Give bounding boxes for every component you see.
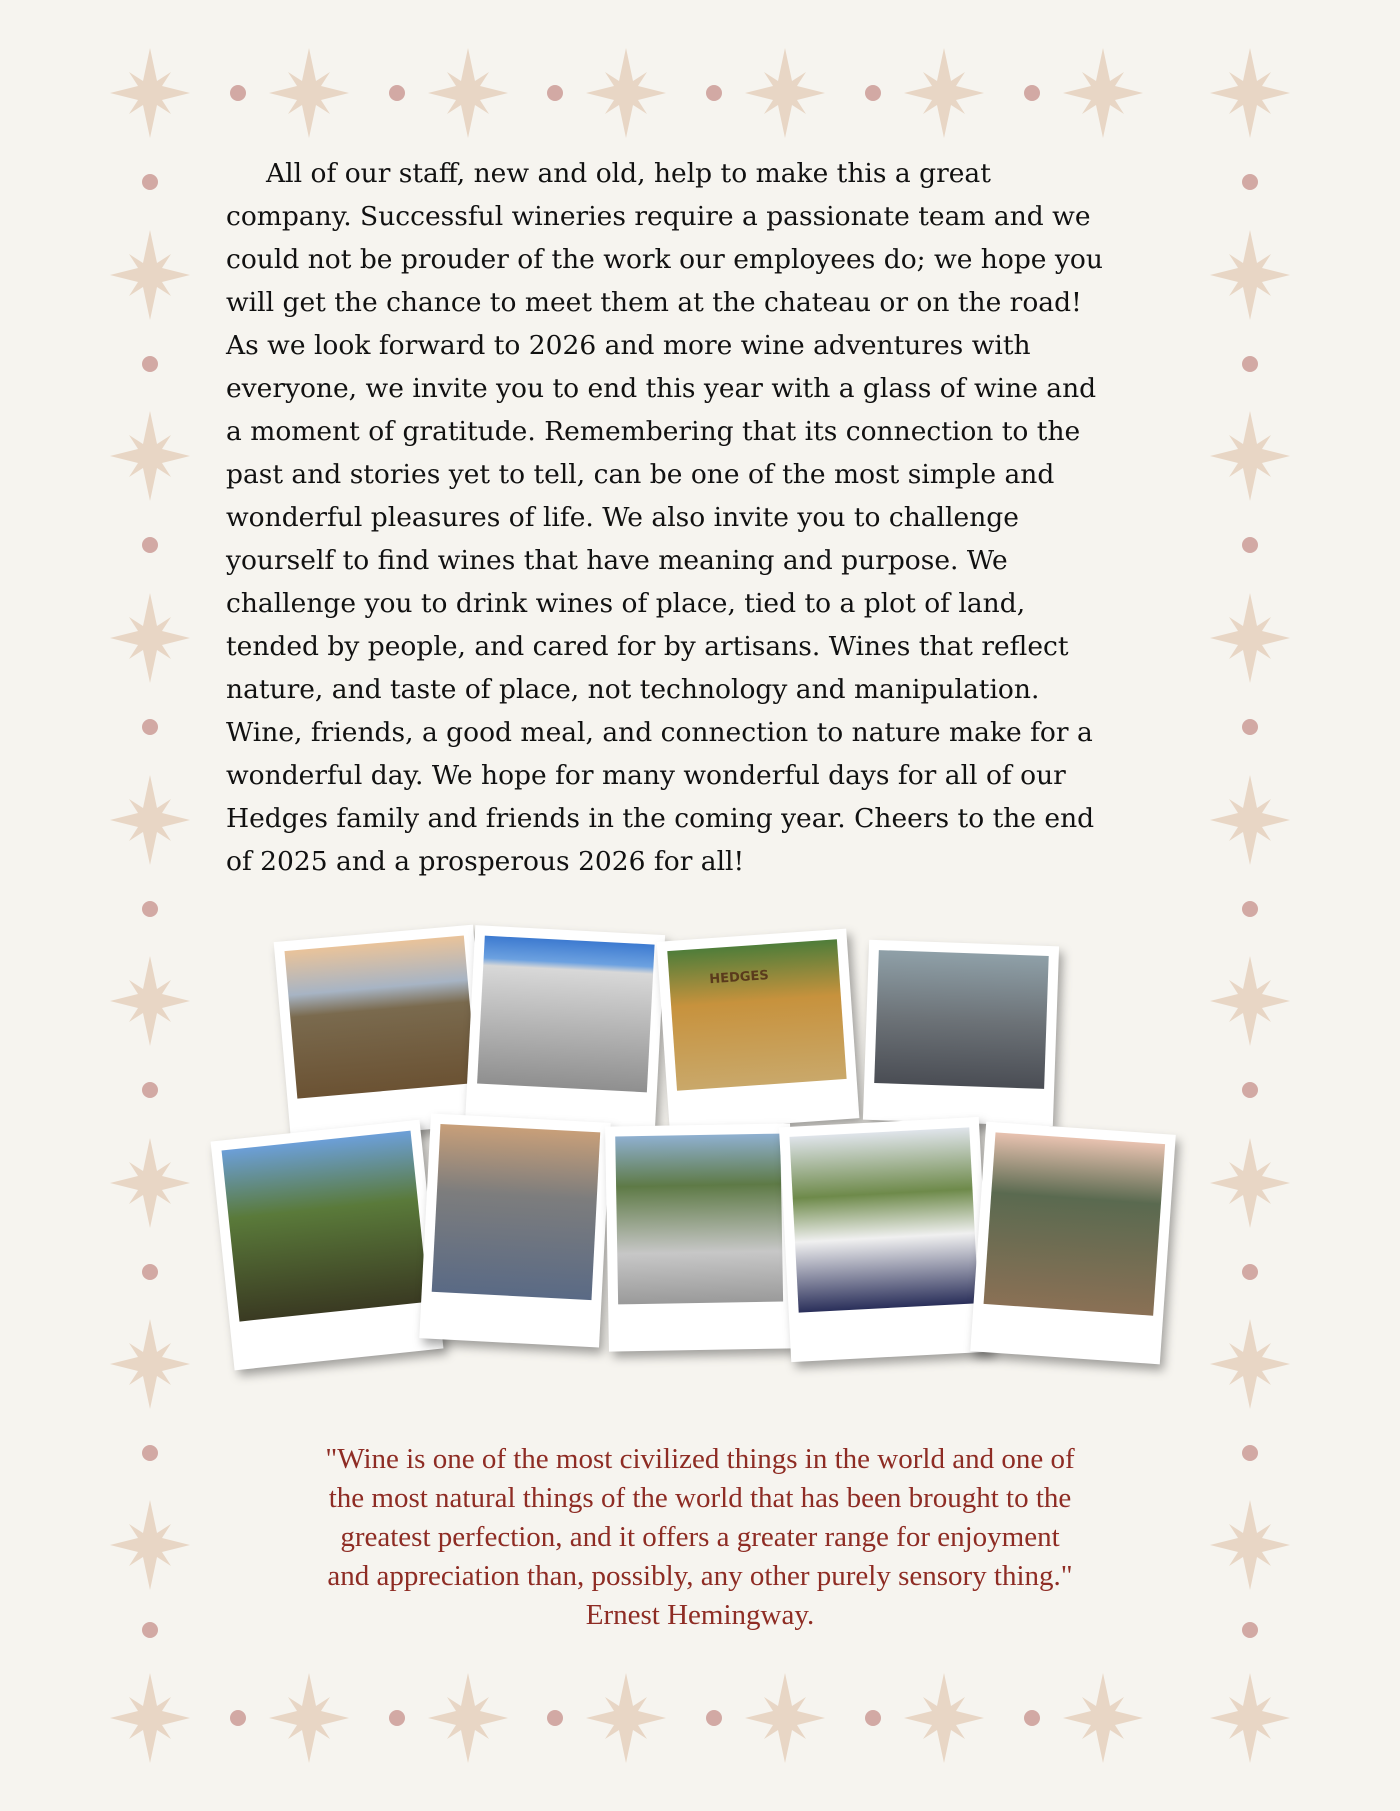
letter-line: everyone, we invite you to end this year with a glass of wine and <box>226 373 1097 404</box>
dot-ornament <box>142 1445 158 1461</box>
star-icon <box>904 48 984 138</box>
star-icon <box>428 1673 508 1763</box>
quote-line: the most natural things of the world that has been brought to the <box>328 1482 1072 1514</box>
photo-vine-pruning <box>211 1120 444 1371</box>
letter-line: challenge you to drink wines of place, tied to a plot of land, <box>226 588 1026 619</box>
photo-couch <box>419 1113 611 1347</box>
hemingway-quote <box>200 1440 1200 1635</box>
star-icon <box>745 1673 825 1763</box>
photo-grape-harvest <box>779 1117 991 1362</box>
dot-ornament <box>142 1082 158 1098</box>
letter-line: company. Successful wineries require a passionate team and we <box>226 201 1091 232</box>
star-icon <box>110 230 190 320</box>
dot-ornament <box>1242 901 1258 917</box>
dot-ornament <box>1024 1710 1040 1726</box>
dot-ornament <box>142 1622 158 1638</box>
dot-ornament <box>1242 1622 1258 1638</box>
star-icon <box>586 1673 666 1763</box>
dot-ornament <box>1242 356 1258 372</box>
dot-ornament <box>230 85 246 101</box>
star-icon <box>269 1673 349 1763</box>
star-icon <box>269 48 349 138</box>
star-icon <box>110 956 190 1046</box>
letter-line: past and stories yet to tell, can be one of the most simple and <box>226 459 1055 490</box>
star-icon <box>110 1319 190 1409</box>
dot-ornament <box>1024 85 1040 101</box>
star-icon <box>1210 593 1290 683</box>
dot-ornament <box>1242 1445 1258 1461</box>
dot-ornament <box>547 85 563 101</box>
dot-ornament <box>389 85 405 101</box>
dot-ornament <box>865 85 881 101</box>
dot-ornament <box>142 537 158 553</box>
quote-line: and appreciation than, possibly, any other purely sensory thing." <box>327 1560 1073 1592</box>
star-icon <box>1210 1138 1290 1228</box>
dot-ornament <box>706 1710 722 1726</box>
dot-ornament <box>142 174 158 190</box>
photo-group <box>605 1123 794 1351</box>
letter-line: will get the chance to meet them at the chateau or on the road! <box>226 287 1082 318</box>
photo-bin-crew <box>863 940 1059 1127</box>
star-icon <box>110 1500 190 1590</box>
star-icon <box>1210 1319 1290 1409</box>
star-icon <box>110 48 190 138</box>
dot-ornament <box>142 356 158 372</box>
quote-author: Ernest Hemingway. <box>585 1599 815 1631</box>
dot-ornament <box>1242 537 1258 553</box>
letter-line: wonderful pleasures of life. We also invite you to challenge <box>226 502 1019 533</box>
letter-line: Wine, friends, a good meal, and connection to nature make for a <box>226 717 1093 748</box>
star-icon <box>745 48 825 138</box>
dot-ornament <box>1242 1264 1258 1280</box>
quote-line: greatest perfection, and it offers a greater range for enjoyment <box>340 1521 1060 1553</box>
letter-line: wonderful day. We hope for many wonderful days for all of our <box>226 760 1066 791</box>
hedges-sign-text: HEDGES <box>708 968 770 988</box>
dot-ornament <box>142 1264 158 1280</box>
star-icon <box>1210 230 1290 320</box>
dot-ornament <box>389 1710 405 1726</box>
letter-line: could not be prouder of the work our employees do; we hope you <box>226 244 1103 275</box>
dot-ornament <box>1242 1082 1258 1098</box>
letter-line: All of our staff, new and old, help to make this a great <box>266 158 991 189</box>
dot-ornament <box>142 719 158 735</box>
letter-line: Hedges family and friends in the coming year. Cheers to the end <box>226 803 1095 834</box>
star-icon <box>1210 1500 1290 1590</box>
star-icon <box>428 48 508 138</box>
dot-ornament <box>547 1710 563 1726</box>
dot-ornament <box>1242 719 1258 735</box>
star-icon <box>1210 775 1290 865</box>
photo-punchdown <box>465 925 665 1135</box>
dot-ornament <box>142 901 158 917</box>
star-icon <box>110 775 190 865</box>
photo-cemetery <box>970 1122 1176 1365</box>
star-icon <box>1063 48 1143 138</box>
letter-line: a moment of gratitude. Remembering that its connection to the <box>226 416 1081 447</box>
star-icon <box>110 593 190 683</box>
photo-hedges-sign <box>657 929 860 1132</box>
star-icon <box>110 1138 190 1228</box>
letter-line: nature, and taste of place, not technology and manipulation. <box>226 674 1040 705</box>
quote-line: "Wine is one of the most civilized things in the world and one of <box>325 1443 1075 1475</box>
photo-vineyard-couple <box>274 925 491 1142</box>
star-icon <box>1210 48 1290 138</box>
dot-ornament <box>865 1710 881 1726</box>
letter-line: yourself to find wines that have meaning and purpose. We <box>226 545 1008 576</box>
dot-ornament <box>230 1710 246 1726</box>
dot-ornament <box>706 85 722 101</box>
letter-line: As we look forward to 2026 and more wine adventures with <box>226 330 1031 361</box>
letter-line: of 2025 and a prosperous 2026 for all! <box>226 846 745 877</box>
star-icon <box>110 411 190 501</box>
star-icon <box>586 48 666 138</box>
letter-line: tended by people, and cared for by artisans. Wines that reflect <box>226 631 1069 662</box>
dot-ornament <box>1242 174 1258 190</box>
star-icon <box>1210 1673 1290 1763</box>
letter-body <box>226 152 1186 883</box>
star-icon <box>1210 956 1290 1046</box>
star-icon <box>1210 411 1290 501</box>
star-icon <box>904 1673 984 1763</box>
star-icon <box>1063 1673 1143 1763</box>
star-icon <box>110 1673 190 1763</box>
